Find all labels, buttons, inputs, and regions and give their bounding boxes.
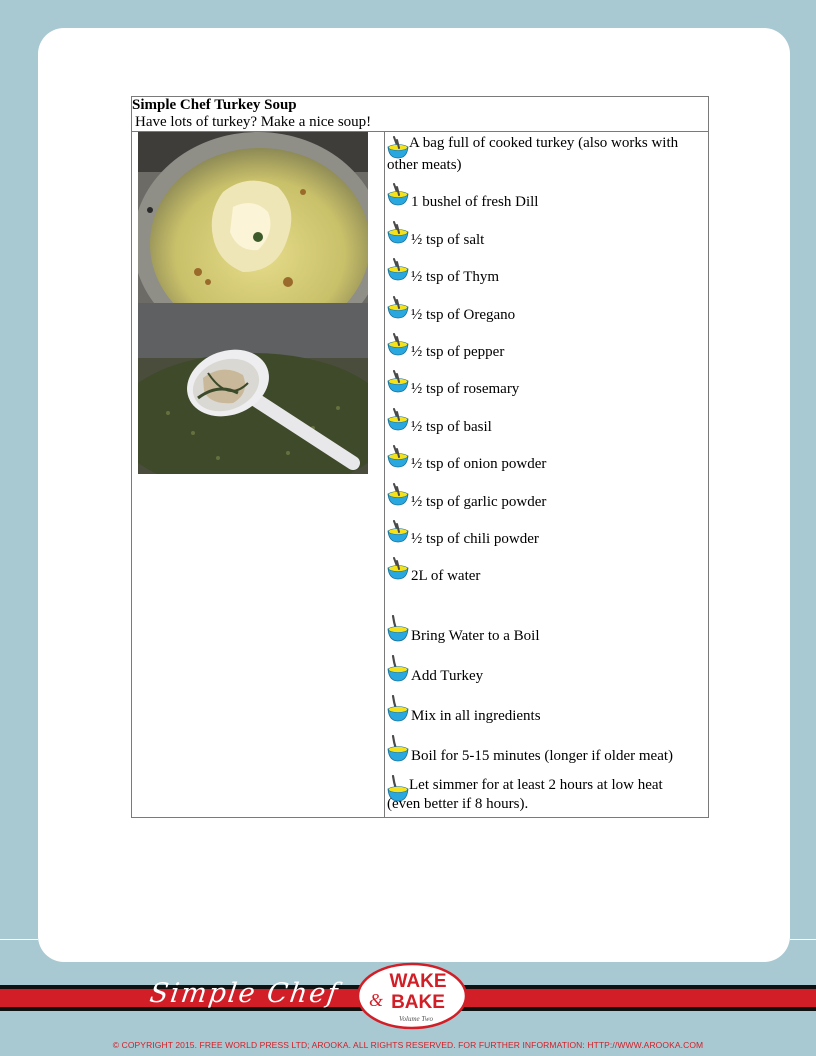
ingredient-item: ½ tsp of garlic powder bbox=[387, 483, 702, 511]
recipe-table bbox=[131, 96, 709, 818]
soup-bowl-ladle-icon bbox=[387, 615, 409, 643]
recipe-title: Simple Chef Turkey Soup bbox=[132, 97, 297, 113]
ingredient-item: ½ tsp of chili powder bbox=[387, 520, 702, 548]
step-item: Add Turkey bbox=[387, 655, 702, 685]
ingredient-item: ½ tsp of onion powder bbox=[387, 445, 702, 473]
soup-bowl-icon bbox=[387, 183, 409, 207]
divider-line bbox=[0, 939, 38, 940]
soup-bowl-ladle-icon bbox=[387, 695, 409, 723]
logo-wake: WAKE bbox=[389, 971, 447, 992]
step-item: Boil for 5-15 minutes (longer if older meat) bbox=[387, 735, 702, 765]
logo-ampersand: & bbox=[368, 990, 384, 1010]
ingredients-and-steps bbox=[385, 132, 709, 818]
logo-bake: BAKE bbox=[391, 992, 445, 1013]
ingredient-item: ½ tsp of Oregano bbox=[387, 296, 702, 324]
soup-bowl-icon bbox=[387, 296, 409, 320]
soup-bowl-icon bbox=[387, 445, 409, 469]
ingredient-item: ½ tsp of rosemary bbox=[387, 370, 702, 398]
copyright-notice: © COPYRIGHT 2015. FREE WORLD PRESS LTD; AROOKA. ALL RIGHTS RESERVED. FOR FURTHER INFORMATION: HTTP://WWW.AROOKA.COM bbox=[112, 1040, 704, 1050]
step-item: Let simmer for at least 2 hours at low heat (even better if 8 hours). bbox=[387, 776, 663, 812]
ingredient-item: ½ tsp of pepper bbox=[387, 333, 702, 361]
soup-bowl-icon bbox=[387, 221, 409, 245]
soup-bowl-icon bbox=[387, 557, 409, 581]
soup-bowl-icon bbox=[387, 408, 409, 432]
ingredient-item: ½ tsp of basil bbox=[387, 408, 702, 436]
step-item: Mix in all ingredients bbox=[387, 695, 702, 725]
ladle-turkey-photo bbox=[138, 303, 368, 474]
soup-bowl-ladle-icon bbox=[387, 735, 409, 763]
wake-and-bake-logo bbox=[356, 962, 468, 1030]
logo-volume: Volume Two bbox=[399, 1015, 433, 1023]
soup-bowl-icon bbox=[387, 258, 409, 282]
ingredient-item: ½ tsp of salt bbox=[387, 221, 702, 249]
recipe-subtitle: Have lots of turkey? Make a nice soup! bbox=[135, 114, 372, 130]
ingredient-item: 1 bushel of fresh Dill bbox=[387, 183, 702, 211]
soup-bowl-ladle-icon bbox=[387, 655, 409, 683]
section-gap bbox=[387, 595, 702, 615]
recipe-header bbox=[132, 97, 709, 132]
soup-bowl-icon bbox=[387, 520, 409, 544]
soup-bowl-icon bbox=[387, 370, 409, 394]
simple-chef-brand: Simple Chef bbox=[147, 978, 342, 1009]
photo-column bbox=[132, 132, 385, 818]
divider-line bbox=[790, 939, 816, 940]
soup-pot-photo bbox=[138, 132, 368, 303]
ingredient-item: 2L of water bbox=[387, 557, 702, 585]
ingredient-item: ½ tsp of Thym bbox=[387, 258, 702, 286]
step-item: Bring Water to a Boil bbox=[387, 615, 702, 645]
soup-bowl-icon bbox=[387, 483, 409, 507]
ingredient-item: A bag full of cooked turkey (also works with other meats) bbox=[387, 135, 679, 173]
soup-bowl-icon bbox=[387, 333, 409, 357]
